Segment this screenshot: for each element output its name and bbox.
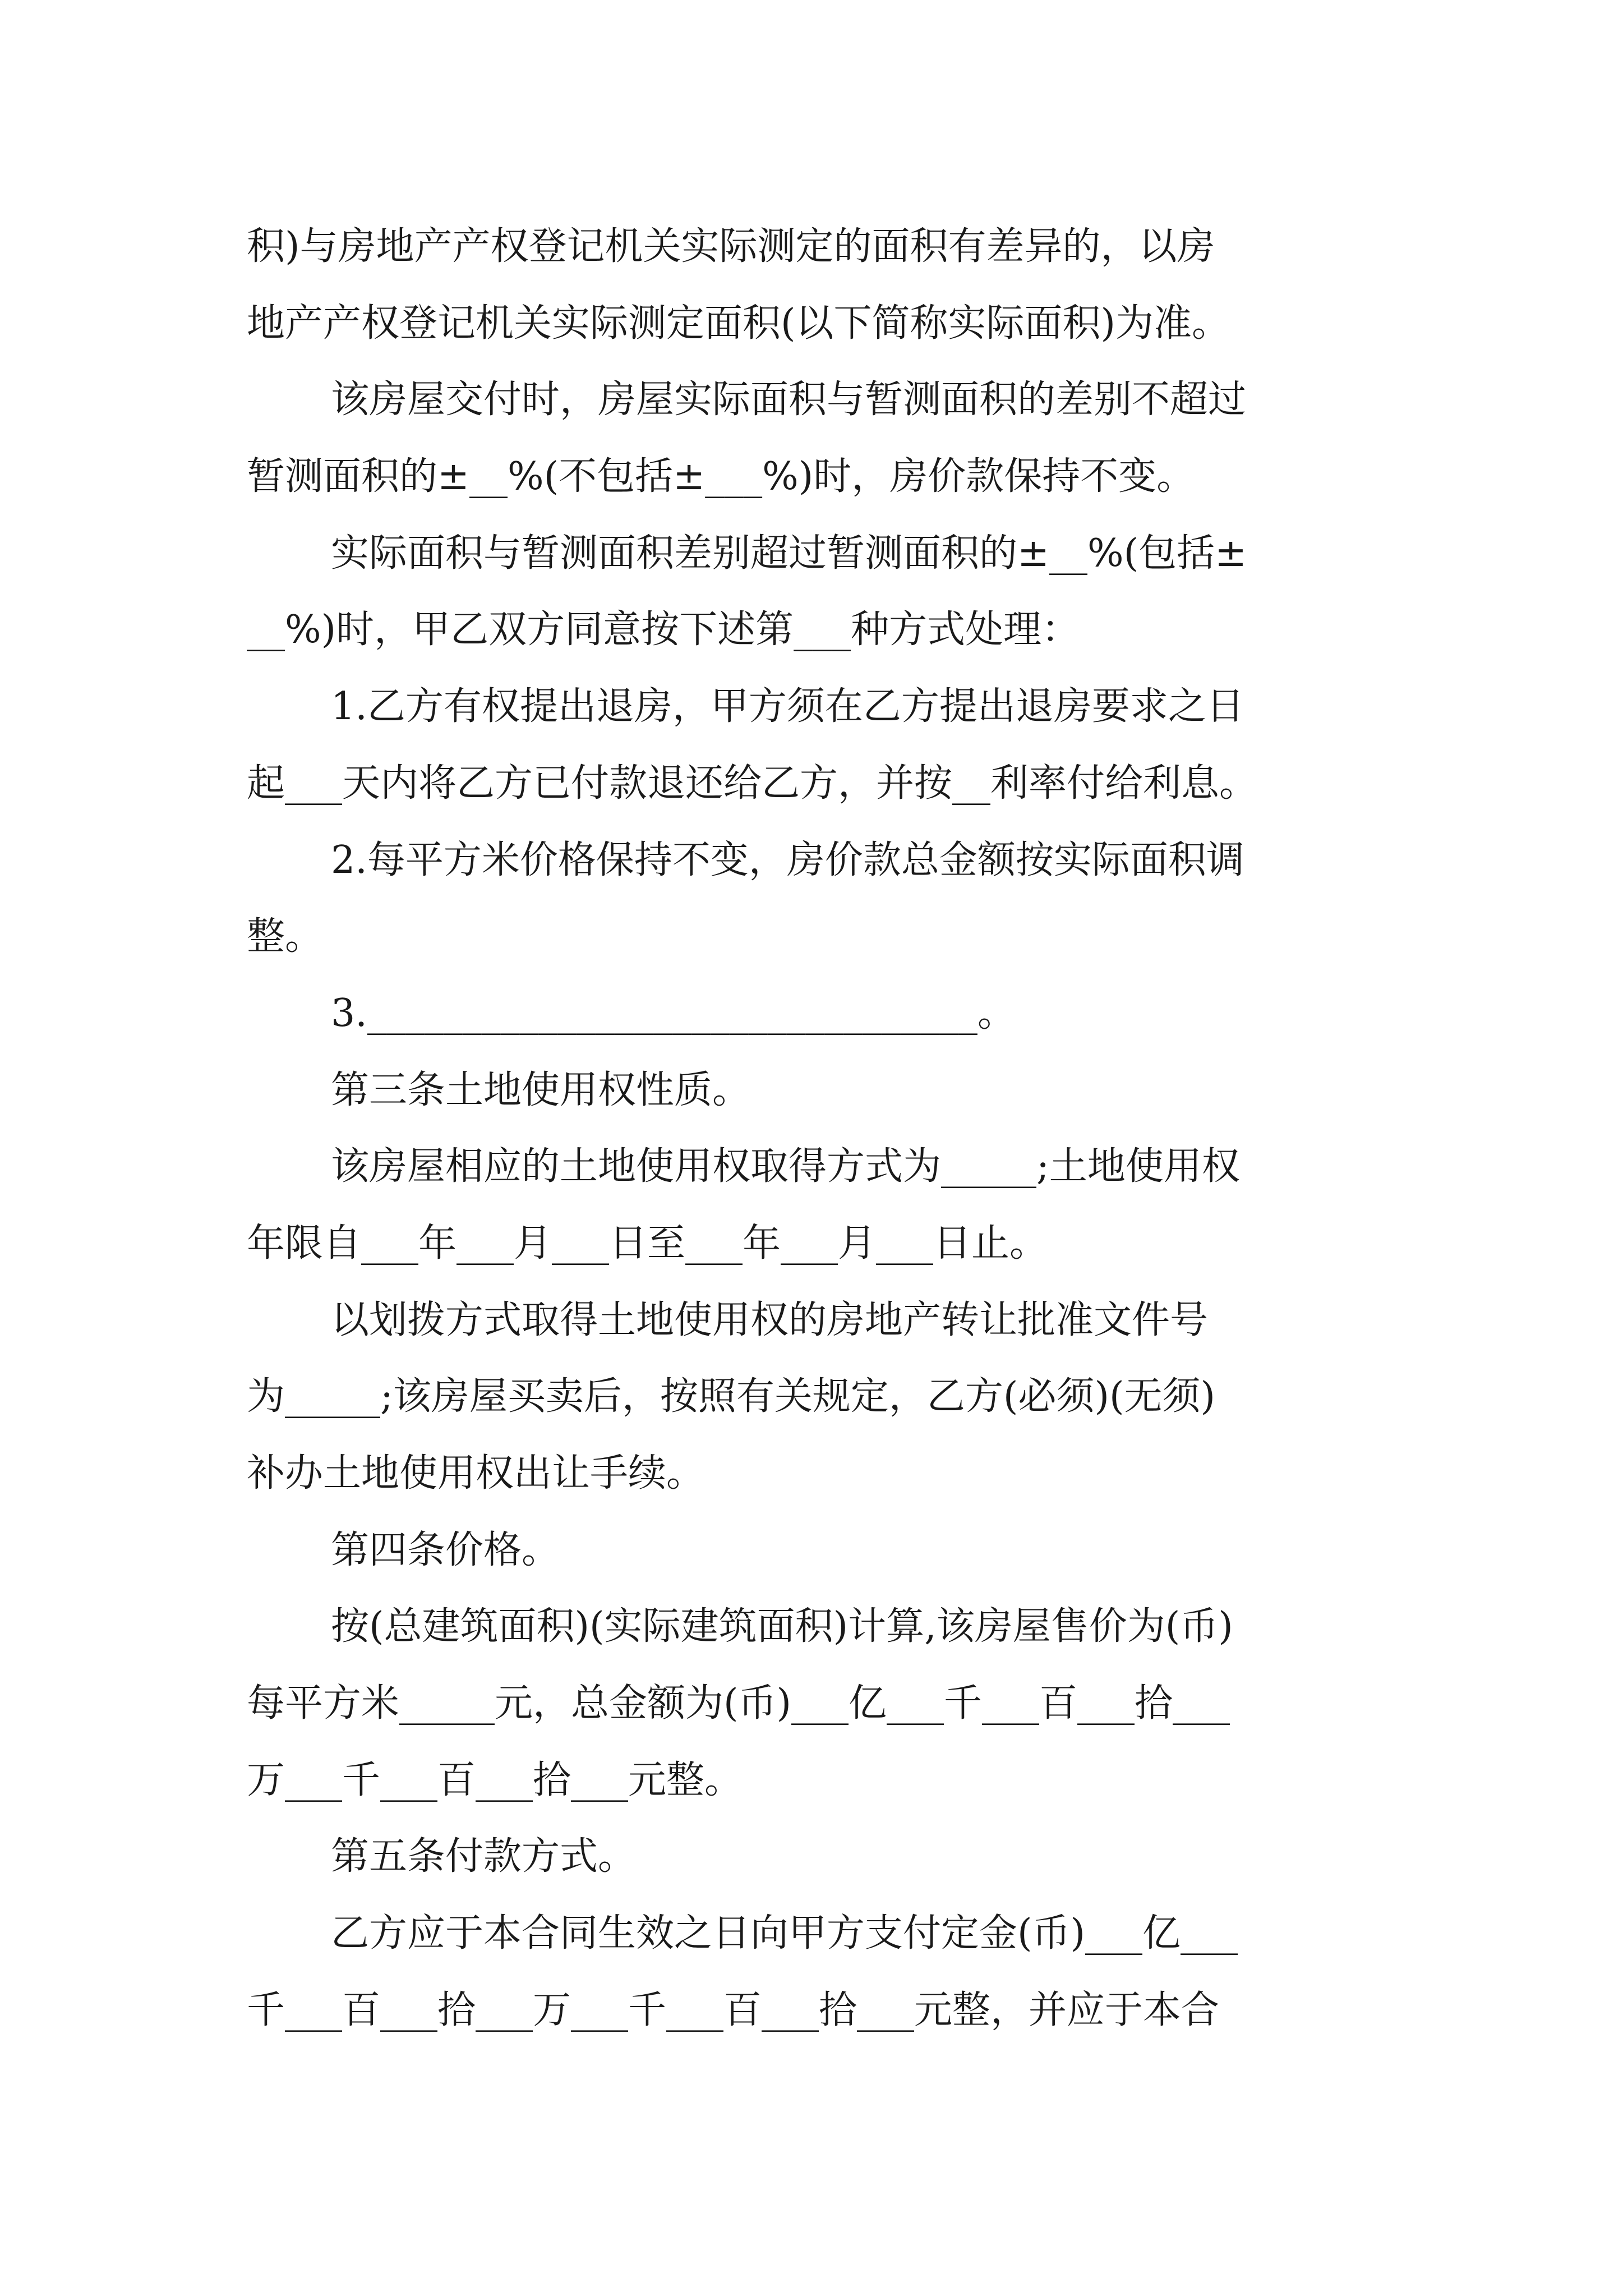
text-line: 起___天内将乙方已付款退还给乙方，并按__利率付给利息。	[247, 761, 1258, 806]
section-heading: 第四条价格。	[331, 1527, 560, 1572]
text-line: 年限自___年___月___日至___年___月___日止。	[247, 1221, 1048, 1266]
text-line: 积)与房地产产权登记机关实际测定的面积有差异的，以房	[247, 224, 1215, 269]
text-line: 为_____;该房屋买卖后，按照有关规定，乙方(必须)(无须)	[247, 1374, 1216, 1419]
text-line: 1.乙方有权提出退房，甲方须在乙方提出退房要求之日	[331, 684, 1244, 729]
text-line: 按(总建筑面积)(实际建筑面积)计算,该房屋售价为(币)	[331, 1604, 1233, 1649]
text-line: 3.________________________________。	[331, 991, 1016, 1036]
text-line: 该房屋交付时，房屋实际面积与暂测面积的差别不超过	[331, 378, 1247, 422]
text-line: 2.每平方米价格保持不变，房价款总金额按实际面积调	[331, 838, 1244, 882]
text-line: __%)时，甲乙双方同意按下述第___种方式处理：	[247, 608, 1080, 652]
text-line: 地产产权登记机关实际测定面积(以下简称实际面积)为准。	[247, 301, 1230, 346]
text-line: 每平方米_____元，总金额为(币)___亿___千___百___拾___	[247, 1681, 1230, 1726]
text-line: 整。	[247, 914, 324, 959]
text-line: 暂测面积的±__%(不包括±___%)时，房价款保持不变。	[247, 454, 1195, 499]
text-line: 万___千___百___拾___元整。	[247, 1757, 743, 1802]
text-line: 实际面积与暂测面积差别超过暂测面积的±__%(包括±	[331, 531, 1247, 576]
section-heading: 第五条付款方式。	[331, 1834, 637, 1879]
text-line: 千___百___拾___万___千___百___拾___元整，并应于本合	[247, 1987, 1220, 2032]
contract-text	[247, 209, 1402, 2049]
text-line: 乙方应于本合同生效之日向甲方支付定金(币)___亿___	[331, 1911, 1238, 1956]
text-line: 补办土地使用权出让手续。	[247, 1451, 705, 1496]
section-heading: 第三条土地使用权性质。	[331, 1068, 751, 1112]
text-line: 以划拨方式取得土地使用权的房地产转让批准文件号	[331, 1297, 1209, 1342]
text-line: 该房屋相应的土地使用权取得方式为_____;土地使用权	[331, 1144, 1240, 1189]
